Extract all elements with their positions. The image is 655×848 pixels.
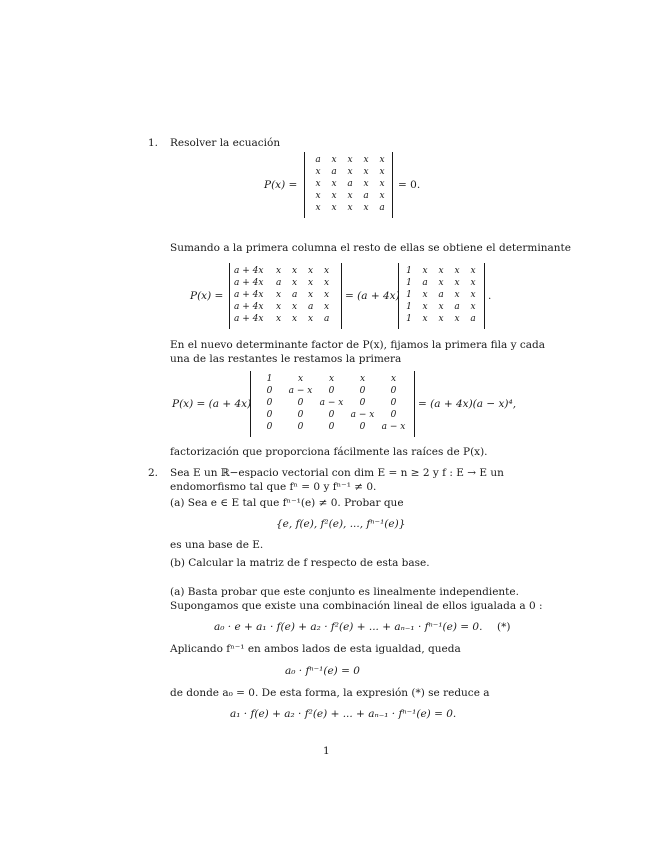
- matrix2-cell: a + 4x: [234, 302, 264, 312]
- page-number: 1: [323, 745, 330, 757]
- matrix4-cell: 0: [359, 398, 366, 408]
- matrix1-cell: x: [315, 179, 321, 189]
- matrix2-cell: a + 4x: [234, 266, 264, 276]
- matrix1-cell: x: [331, 191, 337, 201]
- equation-reduced: a₁ · f(e) + a₂ · f²(e) + ... + aₙ₋₁ · fⁿ⁻¹(e) = 0.: [230, 708, 457, 720]
- matrix2-cell: x: [276, 290, 282, 300]
- matrix4-cell: a − x: [350, 410, 375, 420]
- equation-2-lhs: P(x) =: [190, 290, 224, 302]
- matrix2-cell: a: [292, 290, 298, 300]
- matrix3-cell: x: [470, 302, 476, 312]
- matrix1-cell: x: [347, 191, 353, 201]
- matrix1-cell: x: [379, 179, 385, 189]
- matrix2-cell: a: [308, 302, 314, 312]
- equation-1-lhs: P(x) =: [264, 179, 298, 191]
- matrix4-cell: 1: [266, 374, 273, 384]
- matrix-4: [254, 373, 412, 433]
- matrix2-cell: x: [276, 266, 282, 276]
- applying-text: Aplicando fⁿ⁻¹ en ambos lados de esta igualdad, queda: [170, 643, 461, 655]
- matrix3-cell: x: [470, 266, 476, 276]
- matrix4-cell: 0: [266, 386, 273, 396]
- matrix2-cell: a + 4x: [234, 314, 264, 324]
- equation-star-tag: (*): [497, 621, 511, 633]
- matrix4-cell: x: [328, 374, 335, 384]
- matrix3-cell: a: [470, 314, 476, 324]
- matrix3-cell: x: [438, 278, 444, 288]
- matrix4-cell: 0: [297, 398, 304, 408]
- matrix2-cell: x: [308, 314, 314, 324]
- part-b-statement: (b) Calcular la matriz de f respecto de esta base.: [170, 557, 430, 569]
- matrix3-cell: x: [470, 290, 476, 300]
- matrix4-cell: 0: [297, 410, 304, 420]
- solution-a-line-2: Supongamos que existe una combinación lineal de ellos igualada a 0 :: [170, 600, 543, 612]
- matrix4-cell: 0: [266, 422, 273, 432]
- equation-a0: a₀ · fⁿ⁻¹(e) = 0: [285, 665, 360, 677]
- equation-1-rhs: = 0.: [398, 179, 421, 191]
- matrix1-cell: x: [363, 155, 369, 165]
- matrix-1: [310, 154, 390, 214]
- problem-2-line-2: endomorfismo tal que fⁿ = 0 y fⁿ⁻¹ ≠ 0.: [170, 481, 377, 493]
- matrix2-cell: x: [324, 290, 330, 300]
- matrix1-cell: x: [363, 167, 369, 177]
- matrix1-cell: x: [315, 203, 321, 213]
- matrix1-cell: x: [315, 167, 321, 177]
- matrix4-cell: a − x: [381, 422, 406, 432]
- matrix3-cell: a: [422, 278, 428, 288]
- matrix2-cell: a: [324, 314, 330, 324]
- matrix3-cell: x: [422, 290, 428, 300]
- matrix3-cell: 1: [406, 278, 412, 288]
- matrix-1-left-bar: [304, 152, 305, 218]
- matrix2-cell: x: [292, 314, 298, 324]
- matrix-2-right-bar: [341, 263, 342, 329]
- equation-3-lhs: P(x) = (a + 4x): [172, 398, 252, 410]
- matrix4-cell: 0: [297, 422, 304, 432]
- matrix-4-left-bar: [250, 371, 251, 437]
- matrix4-cell: 0: [328, 410, 335, 420]
- matrix3-cell: 1: [406, 290, 412, 300]
- matrix1-cell: x: [347, 203, 353, 213]
- new-det-text-1: En el nuevo determinante factor de P(x), fijamos la primera fila y cada: [170, 339, 546, 351]
- matrix2-cell: x: [324, 302, 330, 312]
- matrix2-cell: a + 4x: [234, 278, 264, 288]
- matrix-3-right-bar: [484, 263, 485, 329]
- matrix2-cell: x: [276, 314, 282, 324]
- problem-2-number: 2.: [148, 467, 159, 479]
- matrix1-cell: x: [379, 155, 385, 165]
- matrix-4-right-bar: [414, 371, 415, 437]
- problem-2-line-1: Sea E un ℝ−espacio vectorial con dim E = n ≥ 2 y f : E → E un: [170, 467, 504, 479]
- matrix3-cell: x: [438, 302, 444, 312]
- matrix3-cell: 1: [406, 266, 412, 276]
- matrix4-cell: 0: [390, 398, 397, 408]
- matrix3-cell: x: [438, 266, 444, 276]
- matrix1-cell: a: [331, 167, 337, 177]
- matrix4-cell: x: [297, 374, 304, 384]
- matrix4-cell: 0: [390, 410, 397, 420]
- matrix4-cell: a − x: [288, 386, 313, 396]
- solution-a-line-1: (a) Basta probar que este conjunto es linealmente independiente.: [170, 586, 519, 598]
- matrix1-cell: a: [363, 191, 369, 201]
- matrix3-cell: a: [454, 302, 460, 312]
- matrix2-cell: x: [308, 278, 314, 288]
- matrix3-cell: 1: [406, 302, 412, 312]
- matrix3-cell: x: [470, 278, 476, 288]
- matrix1-cell: x: [331, 155, 337, 165]
- problem-1-number: 1.: [148, 137, 159, 149]
- equation-2-factor: = (a + 4x): [345, 290, 400, 302]
- basis-text: es una base de E.: [170, 539, 264, 551]
- equation-2-end: .: [488, 290, 492, 302]
- matrix2-cell: x: [324, 266, 330, 276]
- matrix-2: [234, 265, 340, 325]
- matrix1-cell: x: [331, 203, 337, 213]
- donde-text: de donde a₀ = 0. De esta forma, la expresión (*) se reduce a: [170, 687, 490, 699]
- matrix2-cell: x: [308, 266, 314, 276]
- matrix2-cell: a: [276, 278, 282, 288]
- matrix-1-right-bar: [392, 152, 393, 218]
- matrix4-cell: 0: [359, 422, 366, 432]
- matrix2-cell: x: [324, 278, 330, 288]
- problem-1-statement: Resolver la ecuación: [170, 137, 281, 149]
- matrix3-cell: x: [422, 266, 428, 276]
- matrix4-cell: 0: [328, 422, 335, 432]
- matrix1-cell: x: [347, 155, 353, 165]
- matrix1-cell: a: [347, 179, 353, 189]
- matrix-3-left-bar: [398, 263, 399, 329]
- matrix4-cell: a − x: [319, 398, 344, 408]
- factorization-text: factorización que proporciona fácilmente las raíces de P(x).: [170, 446, 488, 458]
- equation-star: a₀ · e + a₁ · f(e) + a₂ · f²(e) + ... + aₙ₋₁ · fⁿ⁻¹(e) = 0.: [214, 621, 483, 633]
- matrix2-cell: x: [276, 302, 282, 312]
- matrix4-cell: 0: [266, 410, 273, 420]
- matrix1-cell: x: [363, 179, 369, 189]
- new-det-text-2: una de las restantes le restamos la primera: [170, 353, 402, 365]
- matrix1-cell: x: [331, 179, 337, 189]
- matrix1-cell: x: [315, 191, 321, 201]
- matrix-3: [401, 265, 481, 325]
- part-a-statement: (a) Sea e ∈ E tal que fⁿ⁻¹(e) ≠ 0. Probar que: [170, 497, 404, 509]
- matrix3-cell: a: [438, 290, 444, 300]
- matrix4-cell: 0: [390, 386, 397, 396]
- matrix4-cell: 0: [328, 386, 335, 396]
- matrix3-cell: x: [422, 302, 428, 312]
- matrix4-cell: 0: [359, 386, 366, 396]
- matrix3-cell: x: [422, 314, 428, 324]
- equation-3-rhs: = (a + 4x)(a − x)⁴,: [418, 398, 517, 410]
- matrix2-cell: x: [308, 290, 314, 300]
- matrix1-cell: x: [363, 203, 369, 213]
- matrix4-cell: x: [359, 374, 366, 384]
- matrix3-cell: 1: [406, 314, 412, 324]
- matrix4-cell: 0: [266, 398, 273, 408]
- matrix1-cell: x: [347, 167, 353, 177]
- matrix1-cell: x: [379, 191, 385, 201]
- matrix3-cell: x: [438, 314, 444, 324]
- matrix2-cell: x: [292, 278, 298, 288]
- matrix3-cell: x: [454, 314, 460, 324]
- basis-set: {e, f(e), f²(e), ..., fⁿ⁻¹(e)}: [276, 518, 406, 530]
- matrix2-cell: a + 4x: [234, 290, 264, 300]
- matrix4-cell: x: [390, 374, 397, 384]
- matrix3-cell: x: [454, 266, 460, 276]
- matrix1-cell: x: [379, 167, 385, 177]
- matrix-2-left-bar: [229, 263, 230, 329]
- matrix3-cell: x: [454, 290, 460, 300]
- matrix3-cell: x: [454, 278, 460, 288]
- matrix1-cell: a: [315, 155, 321, 165]
- matrix2-cell: x: [292, 266, 298, 276]
- matrix1-cell: a: [379, 203, 385, 213]
- summing-text: Sumando a la primera columna el resto de ellas se obtiene el determinante: [170, 242, 571, 254]
- matrix2-cell: x: [292, 302, 298, 312]
